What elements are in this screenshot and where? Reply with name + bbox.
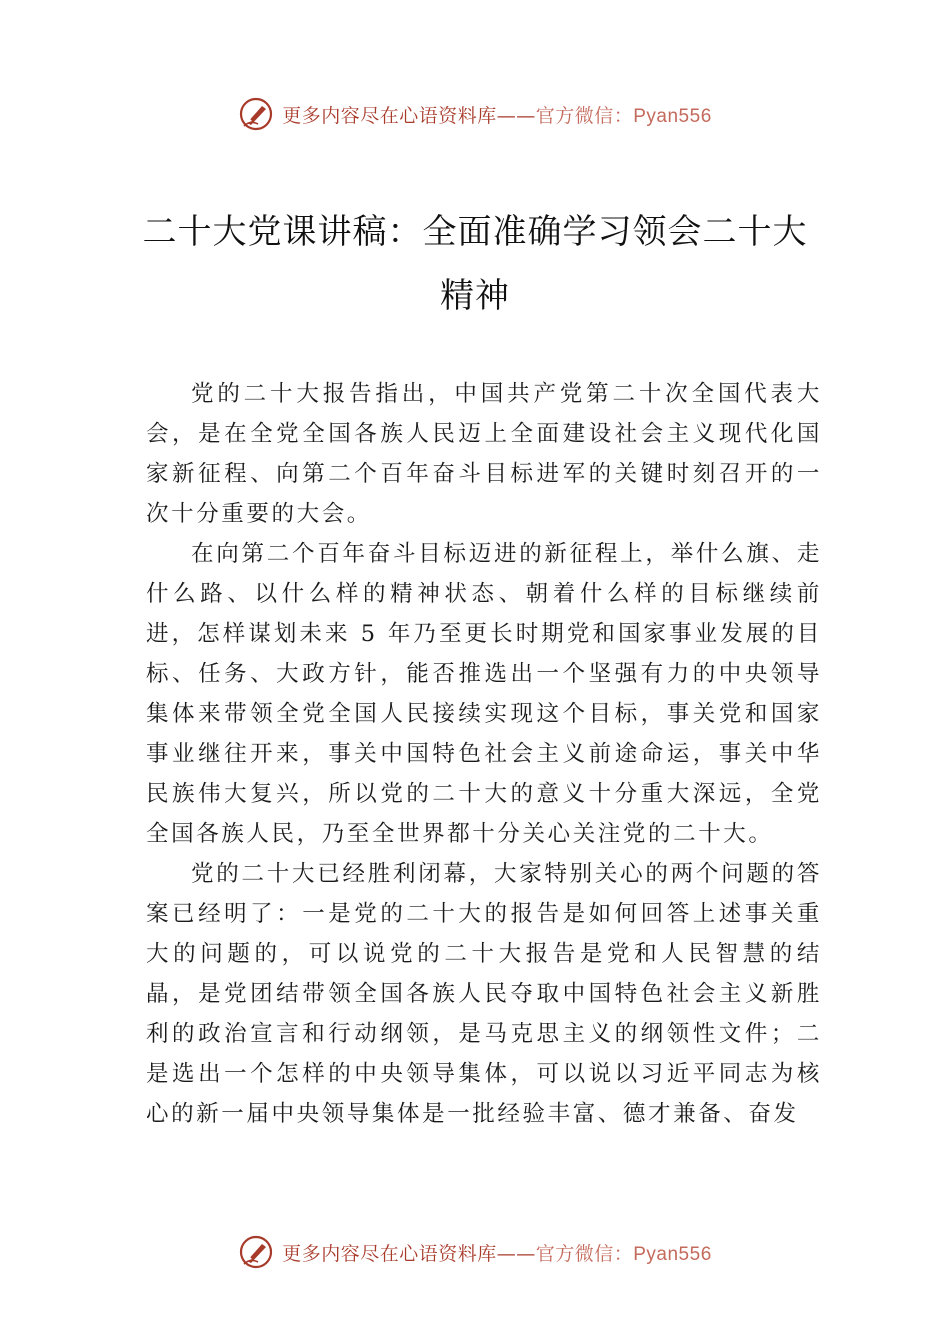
footer-watermark (0, 1232, 950, 1272)
watermark-brand: 更多内容尽在心语资料库 (282, 104, 497, 127)
document-body (146, 374, 822, 1134)
watermark-dash: —— (496, 1242, 536, 1265)
watermark-dash: —— (496, 104, 536, 127)
watermark-wechat-id: Pyan556 (633, 105, 712, 127)
watermark-wechat-label: 官方微信： (535, 1242, 634, 1265)
document-title: 二十大党课讲稿：全面准确学习领会二十大精神 (142, 212, 808, 316)
header-watermark (0, 94, 950, 134)
paragraph-3: 党的二十大已经胜利闭幕，大家特别关心的两个问题的答案已经明了：一是党的二十大的报告是如何回答上述事关重大的问题的，可以说党的二十大报告是党和人民智慧的结晶，是党团结带领全国各族人民夺取中国特色社会主义新胜利的政治宣言和行动纲领，是马克思主义的纲领性文件；二是选出一个怎样的中央领导集体，可以说以习近平同志为核心的新一届中央领导集体是一批经验丰富、德才兼备、奋发 (146, 861, 822, 1127)
paragraph-2: 在向第二个百年奋斗目标迈进的新征程上，举什么旗、走什么路、以什么样的精神状态、朝着什么样的目标继续前进，怎样谋划未来 5 年乃至更长时期党和国家事业发展的目标、任务、大政方针，能否推选出一个坚强有力的中央领导集体来带领全党全国人民接续实现这个目标，事关党和国家事业继往开来，事关中国特色社会主义前途命运，事关中华民族伟大复兴，所以党的二十大的意义十分重大深远，全党全国各族人民，乃至全世界都十分关心关注党的二十大。 (146, 541, 822, 847)
pen-logo-icon (238, 1234, 274, 1270)
paragraph-1: 党的二十大报告指出，中国共产党第二十次全国代表大会，是在全党全国各族人民迈上全面建设社会主义现代化国家新征程、向第二个百年奋斗目标进军的关键时刻召开的一次十分重要的大会。 (146, 381, 822, 527)
watermark-text (282, 101, 712, 128)
watermark-text (282, 1239, 712, 1266)
watermark-wechat-label: 官方微信： (535, 104, 634, 127)
watermark-wechat-id: Pyan556 (633, 1243, 712, 1265)
watermark-brand: 更多内容尽在心语资料库 (282, 1242, 497, 1265)
pen-logo-icon (238, 96, 274, 132)
